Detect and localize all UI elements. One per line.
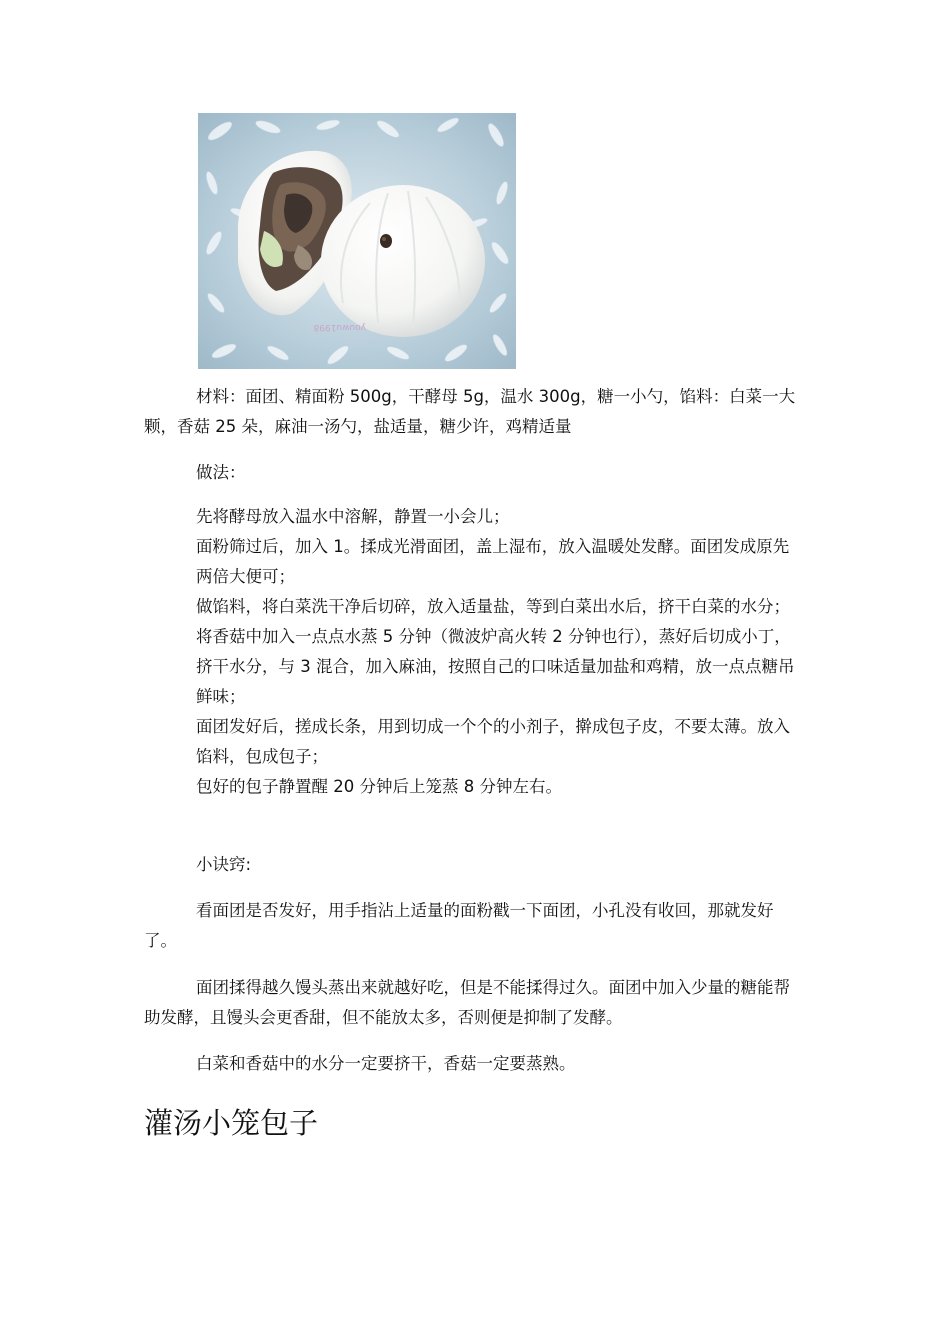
ingredients-paragraph: 材料：面团、精面粉 500g，干酵母 5g，温水 300g，糖一小勺，馅料：白菜一大颗，香菇 25 朵，麻油一汤勺，盐适量，糖少许，鸡精适量 bbox=[144, 387, 796, 436]
method-step: 将香菇中加入一点点水蒸 5 分钟（微波炉高火转 2 分钟也行），蒸好后切成小丁，挤干水分，与 3 混合，加入麻油，按照自己的口味适量加盐和鸡精，放一点点糖吊鲜味； bbox=[196, 627, 795, 706]
method-heading: 做法： bbox=[196, 463, 246, 482]
method-step: 包好的包子静置醒 20 分钟后上笼蒸 8 分钟左右。 bbox=[196, 777, 562, 796]
tips-heading: 小诀窍: bbox=[196, 855, 252, 874]
method-step: 做馅料，将白菜洗干净后切碎，放入适量盐，等到白菜出水后，挤干白菜的水分； bbox=[196, 597, 790, 616]
steamed-buns-image bbox=[198, 113, 516, 369]
tip-paragraph: 白菜和香菇中的水分一定要挤干，香菇一定要蒸熟。 bbox=[196, 1054, 576, 1073]
next-recipe-title: 灌汤小笼包子 bbox=[144, 1106, 319, 1140]
photo-watermark: youwu1998 bbox=[313, 322, 366, 332]
method-steps-list bbox=[196, 502, 800, 802]
recipe-photo bbox=[198, 113, 516, 369]
method-step: 先将酵母放入温水中溶解，静置一小会儿； bbox=[196, 507, 510, 526]
tip-paragraph: 面团揉得越久馒头蒸出来就越好吃，但是不能揉得过久。面团中加入少量的糖能帮助发酵，且馒头会更香甜，但不能放太多，否则便是抑制了发酵。 bbox=[144, 978, 790, 1027]
tip-paragraph: 看面团是否发好，用手指沾上适量的面粉戳一下面团，小孔没有收回，那就发好了。 bbox=[144, 901, 774, 950]
method-step: 面团发好后，搓成长条，用到切成一个个的小剂子，擀成包子皮，不要太薄。放入馅料，包成包子； bbox=[196, 717, 790, 766]
method-step: 面粉筛过后，加入 1。揉成光滑面团，盖上湿布，放入温暖处发酵。面团发成原先两倍大便可； bbox=[196, 537, 790, 586]
